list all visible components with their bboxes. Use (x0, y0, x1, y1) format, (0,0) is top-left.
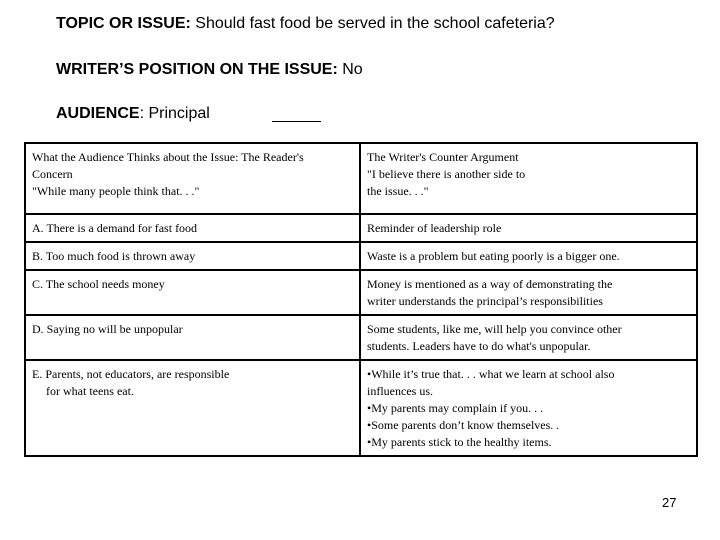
table-row (25, 360, 697, 456)
concern-cell (25, 315, 360, 360)
counter-text: Money is mentioned as a way of demonstrating the (367, 277, 613, 291)
concern-cell (25, 270, 360, 315)
concern-cell (25, 214, 360, 242)
table-row (25, 242, 697, 270)
audience-heading (56, 104, 210, 124)
concern-text: B. Too much food is thrown away (32, 249, 196, 263)
table-header-row (25, 143, 697, 214)
counter-text: students. Leaders have to do what's unpopular. (367, 339, 591, 353)
header-cell-audience-thinks (25, 143, 360, 214)
concern-text: E. Parents, not educators, are responsible (32, 367, 230, 381)
counter-text: influences us. (367, 384, 433, 398)
counter-text: •Some parents don’t know themselves. . (367, 418, 560, 432)
counter-text: Reminder of leadership role (367, 221, 502, 235)
counter-text: •My parents stick to the healthy items. (367, 435, 552, 449)
counter-cell (360, 214, 697, 242)
table-row (25, 214, 697, 242)
concern-cell (25, 360, 360, 456)
counter-text: writer understands the principal’s responsibilities (367, 294, 603, 308)
position-heading (56, 60, 363, 80)
position-label: WRITER’S POSITION ON THE ISSUE: (56, 61, 338, 78)
header-right-line: The Writer's Counter Argument (367, 150, 519, 164)
topic-heading (56, 14, 555, 34)
table-row (25, 270, 697, 315)
position-value: No (342, 61, 363, 78)
counter-cell (360, 242, 697, 270)
header-left-line: "While many people think that. . ." (32, 184, 200, 198)
counter-text: •While it’s true that. . . what we learn at school also (367, 367, 615, 381)
header-right-line: "I believe there is another side to (367, 167, 526, 181)
audience-label: AUDIENCE (56, 105, 140, 122)
concern-text: C. The school needs money (32, 277, 165, 291)
topic-value: Should fast food be served in the school cafeteria? (195, 15, 555, 32)
audience-value: : Principal (139, 105, 210, 122)
header-left-line: What the Audience Thinks about the Issue: The Reader's (32, 150, 304, 164)
counter-text: Waste is a problem but eating poorly is a bigger one. (367, 249, 620, 263)
audience-blank-line (272, 121, 321, 122)
concern-text: A. There is a demand for fast food (32, 221, 198, 235)
counter-argument-table (24, 142, 698, 457)
table-row (25, 315, 697, 360)
page-number: 27 (662, 495, 677, 510)
header-right-line: the issue. . ." (367, 184, 429, 198)
header-left-line: Concern (32, 167, 73, 181)
concern-text: D. Saying no will be unpopular (32, 322, 183, 336)
concern-cell (25, 242, 360, 270)
counter-text: •My parents may complain if you. . . (367, 401, 544, 415)
header-cell-counter-argument (360, 143, 697, 214)
counter-cell (360, 315, 697, 360)
concern-text: for what teens eat. (46, 384, 134, 398)
counter-text: Some students, like me, will help you convince other (367, 322, 622, 336)
counter-cell (360, 270, 697, 315)
topic-label: TOPIC OR ISSUE: (56, 15, 191, 32)
counter-cell (360, 360, 697, 456)
